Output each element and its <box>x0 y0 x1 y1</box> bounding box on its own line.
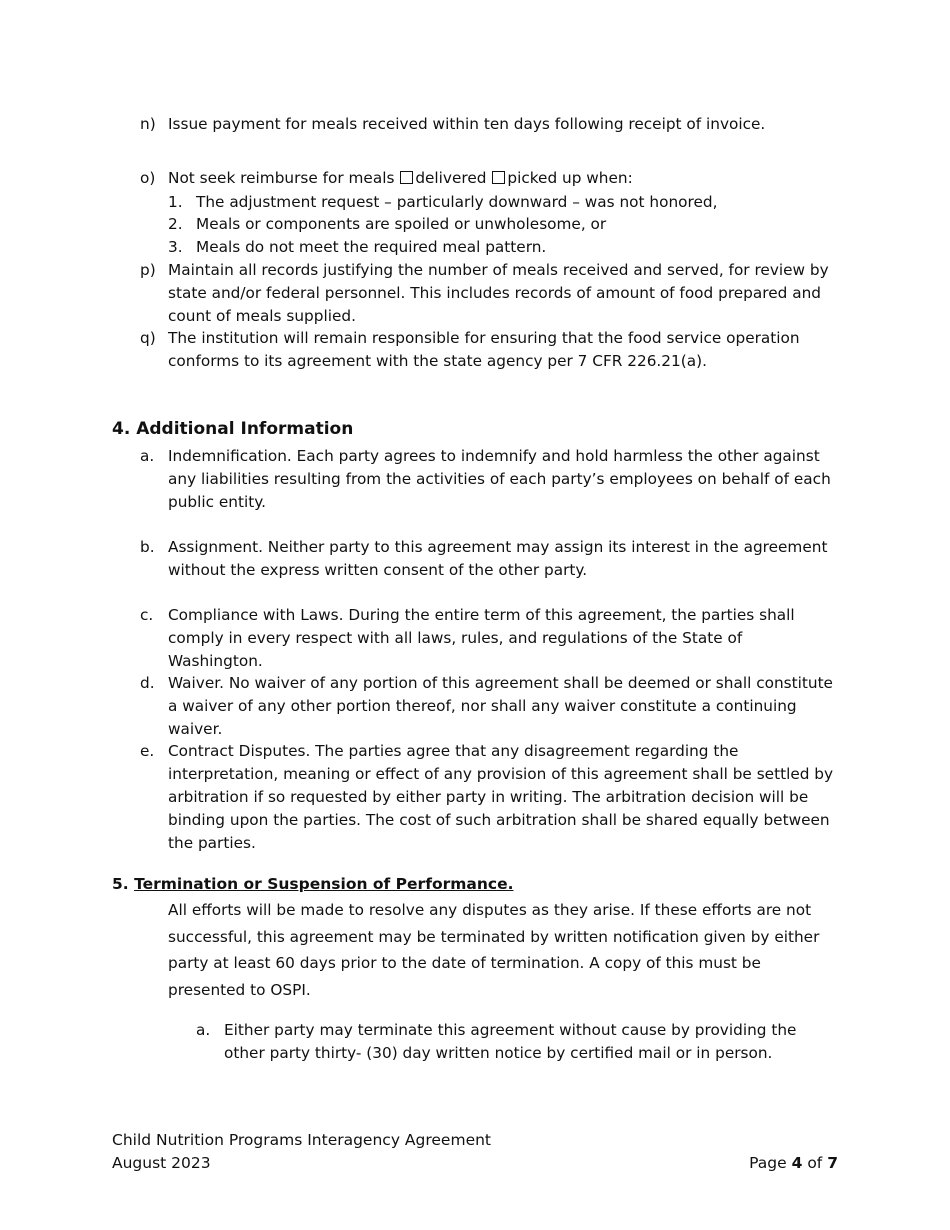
list-label: c. <box>140 606 154 624</box>
page-word: Page <box>749 1154 787 1172</box>
section-title: Termination or Suspension of Performance. <box>134 875 514 893</box>
list-item-n <box>140 113 840 136</box>
section-4-item-e <box>140 740 840 855</box>
sub-list-item <box>168 191 838 214</box>
picked-up-option-label: picked up when: <box>507 169 633 187</box>
sub-list-item <box>168 213 838 236</box>
list-label: o) <box>140 169 156 187</box>
list-text: Assignment. Neither party to this agreement may assign its interest in the agreement without the express written consent of the other party. <box>168 538 828 579</box>
sub-list-label: 3. <box>168 238 183 256</box>
list-label: a. <box>196 1021 211 1039</box>
delivered-checkbox[interactable] <box>400 171 413 184</box>
section-4-item-b <box>140 536 840 582</box>
footer-doc-title: Child Nutrition Programs Interagency Agreement <box>112 1131 492 1149</box>
list-text: The institution will remain responsible for ensuring that the food service operation conforms to its agreement with the state agency per 7 CFR 226.21(a). <box>168 329 800 370</box>
list-label: a. <box>140 447 155 465</box>
section-number: 5. <box>112 875 129 893</box>
sub-list-label: 2. <box>168 215 183 233</box>
section-5-item-a <box>196 1019 836 1065</box>
footer-page-number <box>749 1152 838 1175</box>
list-label: q) <box>140 329 156 347</box>
footer-date: August 2023 <box>112 1154 211 1172</box>
section-4-item-d <box>140 672 840 741</box>
list-text: Contract Disputes. The parties agree that any disagreement regarding the interpretation, meaning or effect of any provision of this agreement shall be settled by arbitration if so requested by either party in writing. The arbitration decision will be binding upon the parties. The cost of such arbitration shall be shared equally between the parties. <box>168 742 834 852</box>
list-label: b. <box>140 538 155 556</box>
list-label: p) <box>140 261 156 279</box>
list-text <box>168 167 840 190</box>
sub-list-label: 1. <box>168 193 183 211</box>
sub-list-text: Meals or components are spoiled or unwholesome, or <box>196 215 607 233</box>
sub-list-text: Meals do not meet the required meal pattern. <box>196 238 547 256</box>
delivered-option-label: delivered <box>415 169 487 187</box>
page-of: of <box>807 1154 823 1172</box>
list-item-q <box>140 327 840 373</box>
list-item-p <box>140 259 840 328</box>
list-text-prefix: Not seek reimburse for meals <box>168 169 395 187</box>
list-label: n) <box>140 115 156 133</box>
sub-list-text: The adjustment request – particularly downward – was not honored, <box>196 193 718 211</box>
list-label: d. <box>140 674 155 692</box>
list-text: Maintain all records justifying the number of meals received and served, for review by state and/or federal personnel. This includes records of amount of food prepared and count of meals supplied. <box>168 261 829 325</box>
section-number: 4. <box>112 419 131 439</box>
section-4-item-c <box>140 604 840 673</box>
list-text: Issue payment for meals received within ten days following receipt of invoice. <box>168 115 766 133</box>
section-5-paragraph: All efforts will be made to resolve any disputes as they arise. If these efforts are not successful, this agreement may be terminated by written notification given by either party at least 60 days prior to the date of termination. A copy of this must be presented to OSPI. <box>168 901 820 999</box>
picked-up-checkbox[interactable] <box>492 171 505 184</box>
list-item-o <box>140 167 840 190</box>
list-text: Compliance with Laws. During the entire term of this agreement, the parties shall comply in every respect with all laws, rules, and regulations of the State of Washington. <box>168 606 795 670</box>
list-text: Waiver. No waiver of any portion of this agreement shall be deemed or shall constitute a waiver of any other portion thereof, nor shall any waiver constitute a continuing waiver. <box>168 674 833 738</box>
list-text: Indemnification. Each party agrees to indemnify and hold harmless the other against any liabilities resulting from the activities of each party’s employees on behalf of each public entity. <box>168 447 831 511</box>
section-4-heading <box>112 418 353 441</box>
list-label: e. <box>140 742 155 760</box>
page-current: 4 <box>791 1154 803 1172</box>
list-text: Either party may terminate this agreement without cause by providing the other party thirty- (30) day written notice by certified mail or in person. <box>224 1021 797 1062</box>
section-4-item-a <box>140 445 840 514</box>
section-5-heading <box>112 873 513 896</box>
sub-list-item <box>168 236 838 259</box>
section-title: Additional Information <box>136 419 354 439</box>
page-total: 7 <box>827 1154 838 1172</box>
